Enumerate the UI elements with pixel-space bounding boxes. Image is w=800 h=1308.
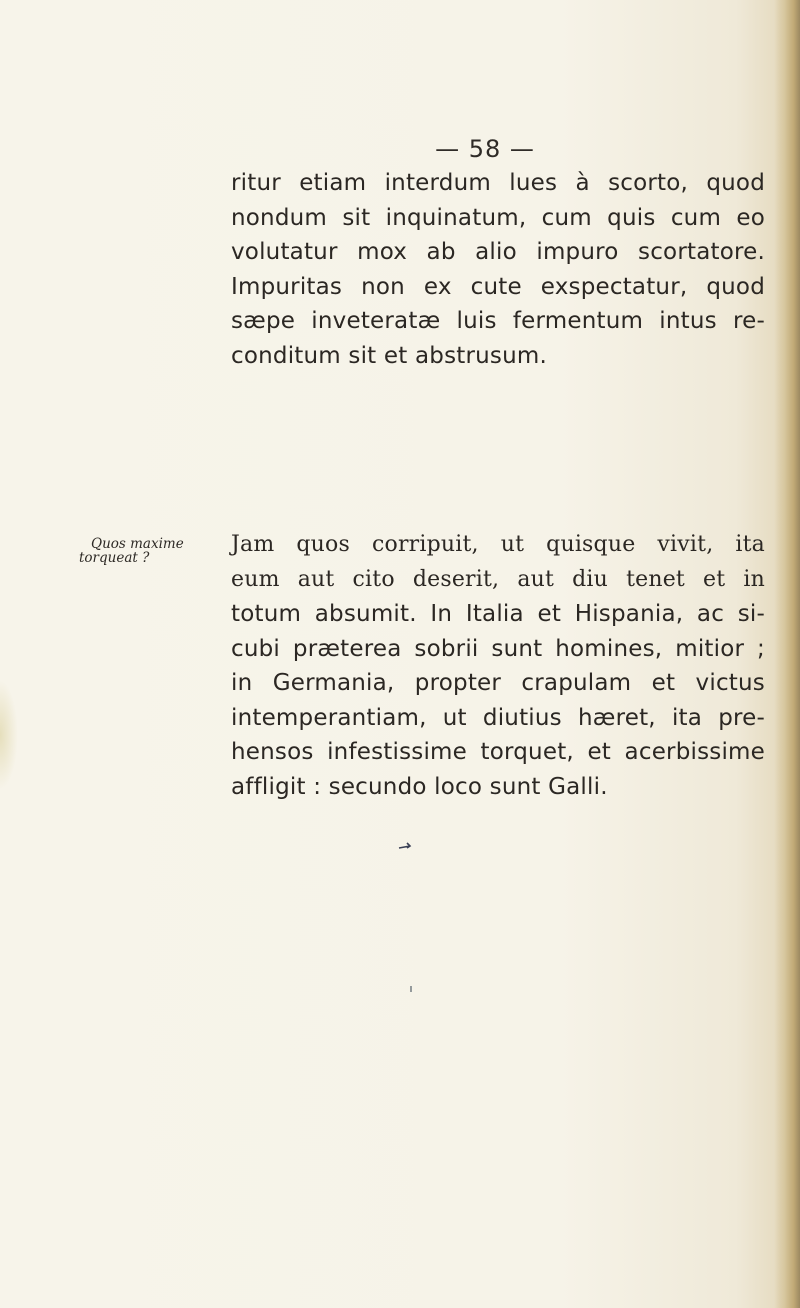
- text-line: eum aut cito deserit, aut diu tenet et in: [231, 566, 765, 592]
- text-line: ritur etiam interdum lues à scorto, quod: [231, 170, 765, 196]
- ink-speck: [408, 985, 414, 993]
- margin-note-line: torqueat ?: [79, 550, 150, 566]
- text-line: affligit : secundo loco sunt Galli.: [231, 773, 608, 800]
- margin-note-line: Quos maxime: [91, 536, 184, 552]
- text-line: nondum sit inquinatum, cum quis cum eo: [231, 204, 765, 231]
- margin-note: [79, 537, 229, 565]
- page-edge-shadow: [774, 0, 800, 1308]
- text-line: volutatur mox ab alio impuro scortatore.: [231, 239, 765, 265]
- text-line: cubi præterea sobrii sunt homines, mitior ;: [231, 635, 765, 662]
- text-line: Jam quos corripuit, ut quisque vivit, ita: [231, 532, 765, 557]
- paragraph-2: [231, 528, 765, 804]
- page-number: — 58 —: [435, 135, 535, 163]
- ink-mark: [398, 840, 412, 850]
- text-line: totum absumit. In Italia et Hispania, ac si-: [231, 601, 765, 627]
- text-line: hensos infestissime torquet, et acerbissime: [231, 739, 765, 765]
- text-line: in Germania, propter crapulam et victus: [231, 670, 765, 696]
- text-line: conditum sit et abstrusum.: [231, 342, 547, 369]
- paragraph-1: [231, 166, 765, 373]
- text-line: sæpe inveteratæ luis fermentum intus re-: [231, 308, 765, 334]
- text-line: Impuritas non ex cute exspectatur, quod: [231, 273, 765, 300]
- text-line: intemperantiam, ut diutius hæret, ita pre-: [231, 704, 765, 731]
- page-stain: [0, 680, 18, 790]
